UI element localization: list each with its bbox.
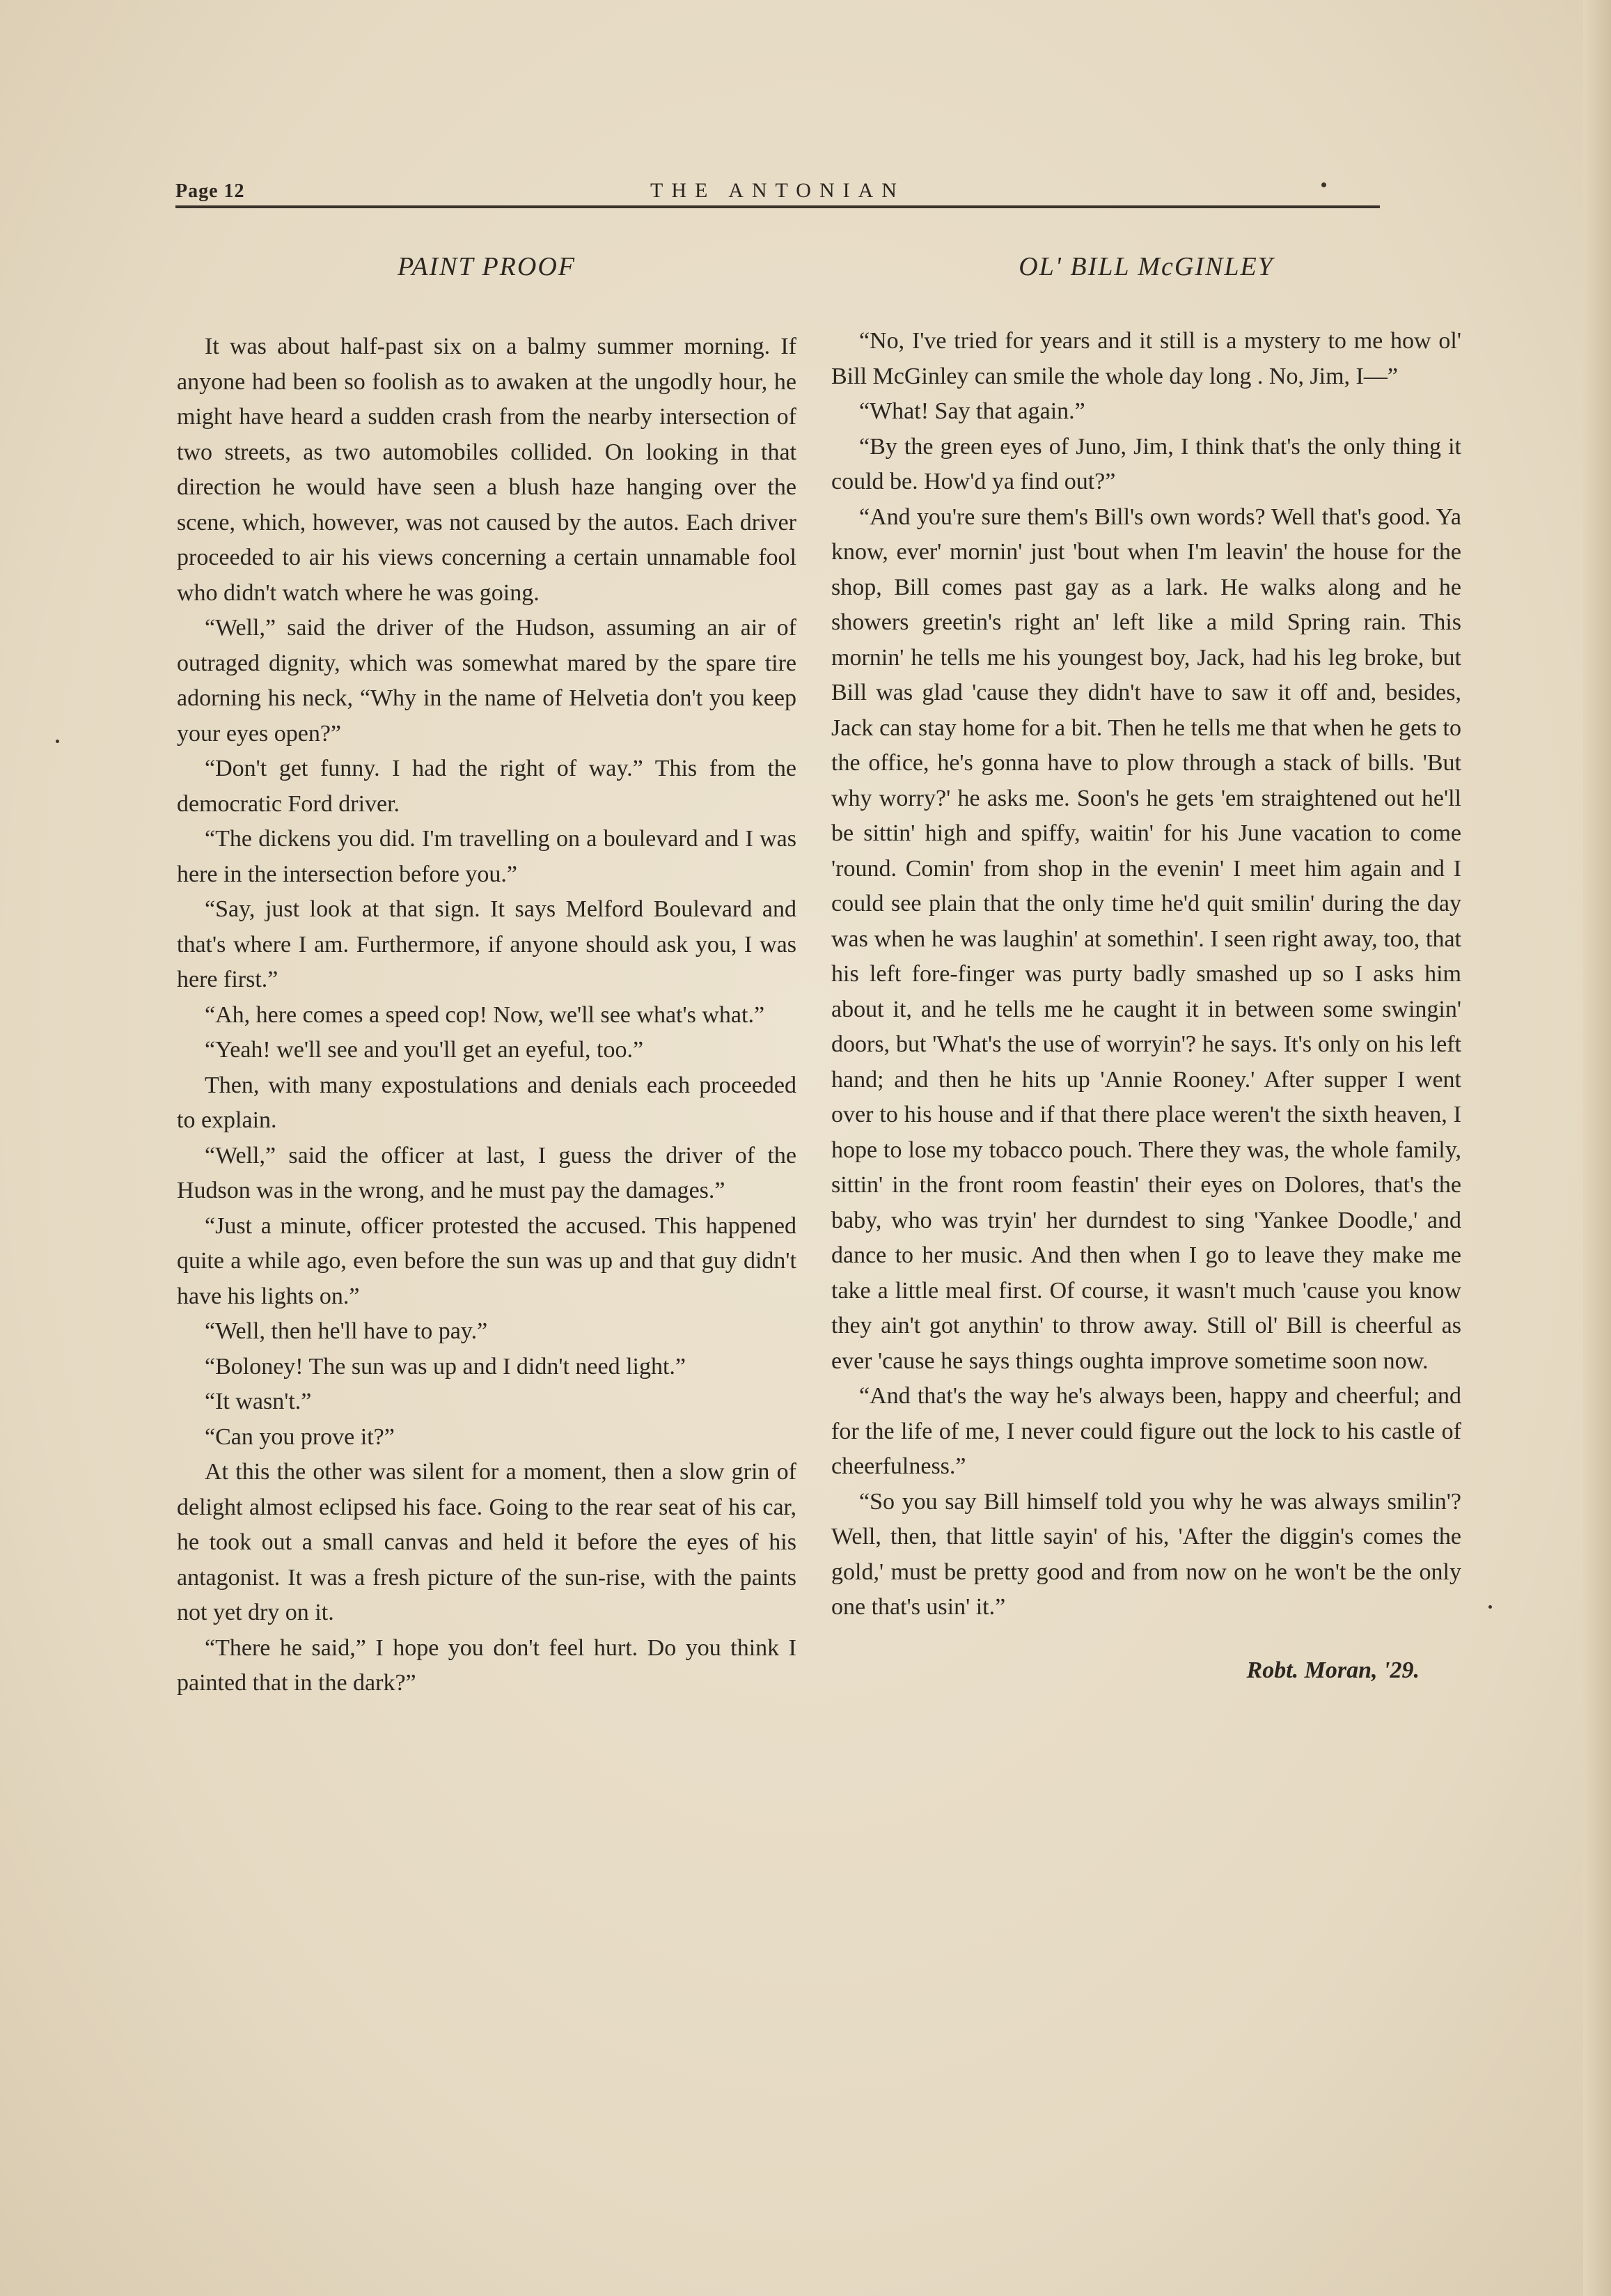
story-body-ol-bill-mcginley: [831, 324, 1461, 1625]
paragraph: “Don't get funny. I had the right of way.” This from the democratic Ford driver.: [177, 756, 796, 817]
paragraph: At this the other was silent for a moment, then a slow grin of delight almost eclipsed his face. Going to the rear seat of his car, he took out a small canvas and held it before the eyes of his antagonist. It was a fresh picture of the sun-rise, with the paints not yet dry on it.: [177, 1459, 796, 1625]
paragraph: “Well, then he'll have to pay.”: [205, 1318, 488, 1344]
paragraph: “Boloney! The sun was up and I didn't need light.”: [205, 1353, 686, 1380]
ink-speck: [1488, 1605, 1492, 1609]
paragraph: “Can you prove it?”: [205, 1423, 395, 1450]
masthead-title: THE ANTONIAN: [650, 179, 905, 202]
paragraph: “And you're sure them's Bill's own words? Well that's good. Ya know, ever' mornin' just 'bout when I'm leavin' the house for the shop, Bill comes past gay as a lark. He walks along and he showers greetin's right an' left like a mild Spring rain. This mornin' he tells me his youngest boy, Jack, had his leg broke, but Bill was glad 'cause they didn't have to saw it off and, besides, Jack can stay home for a bit. Then he tells me that when he gets to the office, he's gonna have to plow through a stack of bills. 'But why worry?' he asks me. Soon's he gets 'em straightened out he'll be sittin' high and spiffy, waitin' for his June vacation to come 'round. Comin' from shop in the evenin' I meet him again and I could see plain that the only time he'd quit smilin' during the day was when he was laughin' at somethin'. I seen right away, too, that his left fore-finger was purty badly smashed up so I asks him about it, and he tells me he caught it in between some swingin' doors, but 'What's the use of worryin'? he says. It's only on his left hand; and then he hits up 'Annie Rooney.' After supper I went over to his house and if that there place weren't the sixth heaven, I hope to lose my tobacco pouch. There they was, the whole family, sittin' in the front room feastin' their eyes on Dolores, that's the baby, who was tryin' her durndest to sing 'Yankee Doodle,' and dance to her music. And then when I go to leave they make me take a little meal first. Of course, it wasn't much 'cause you know they ain't got anythin' to throw away. Still ol' Bill is cheerful as ever 'cause he says things oughta improve sometime soon now.: [831, 503, 1461, 1374]
story-body-paint-proof: [177, 329, 796, 1701]
paragraph: “So you say Bill himself told you why he was always smilin'? Well, then, that little sayin' of his, 'After the diggin's comes the gold,' must be pretty good and from now on he won't be the only one that's usin' it.”: [831, 1488, 1461, 1620]
paragraph: “What! Say that again.”: [859, 398, 1085, 424]
paragraph: “Well,” said the driver of the Hudson, assuming an air of outraged dignity, which was somewhat mared by the spare tire adorning his neck, “Why in the name of Helvetia don't you keep your eyes open?”: [177, 615, 796, 747]
ink-speck: [1321, 182, 1326, 187]
paragraph: “It wasn't.”: [205, 1389, 312, 1414]
paragraph: “Well,” said the officer at last, I guess the driver of the Hudson was in the wrong, and he must pay the damages.”: [177, 1142, 796, 1203]
paragraph: “And that's the way he's always been, happy and cheerful; and for the life of me, I never could figure out the lock to his castle of cheerfulness.”: [831, 1383, 1461, 1479]
paragraph: It was about half-past six on a balmy summer morning. If anyone had been so foolish as to awaken at the ungodly hour, he might have heard a sudden crash from the nearby intersection of two streets, as two automobiles collided. On looking in that direction he would have seen a blush haze hanging over the scene, which, however, was not caused by the autos. Each driver proceeded to air his views concerning a certain unnamable fool who didn't watch where he was going.: [177, 334, 796, 606]
page-spine-edge: [1583, 0, 1611, 2296]
story-title-paint-proof: PAINT PROOF: [398, 252, 576, 281]
paragraph: Then, with many expostulations and denials each proceeded to explain.: [177, 1072, 796, 1133]
story-title-ol-bill-mcginley: OL' BILL McGINLEY: [1019, 252, 1274, 281]
paragraph: “Just a minute, officer protested the accused. This happened quite a while ago, even before the sun was up and that guy didn't have his lights on.”: [177, 1212, 796, 1309]
page-header: [175, 178, 1380, 208]
right-column: [831, 247, 1461, 1688]
paragraph: “By the green eyes of Juno, Jim, I think that's the only thing it could be. How'd ya find out?”: [831, 433, 1461, 494]
paragraph: “Ah, here comes a speed cop! Now, we'll see what's what.”: [205, 1001, 765, 1028]
paragraph: “There he said,” I hope you don't feel hurt. Do you think I painted that in the dark?”: [177, 1634, 796, 1696]
paragraph: “No, I've tried for years and it still is a mystery to me how ol' Bill McGinley can smile the whole day long . No, Jim, I—”: [831, 328, 1461, 389]
author-byline: Robt. Moran, '29.: [1246, 1657, 1420, 1683]
paragraph: “The dickens you did. I'm travelling on a boulevard and I was here in the intersection before you.”: [177, 826, 796, 887]
ink-speck: [56, 740, 59, 743]
paragraph: “Yeah! we'll see and you'll get an eyeful, too.”: [205, 1037, 644, 1063]
left-column: [177, 247, 796, 1701]
paragraph: “Say, just look at that sign. It says Melford Boulevard and that's where I am. Furthermore, if anyone should ask you, I was here first.”: [177, 896, 796, 992]
page-number: Page 12: [175, 180, 245, 202]
